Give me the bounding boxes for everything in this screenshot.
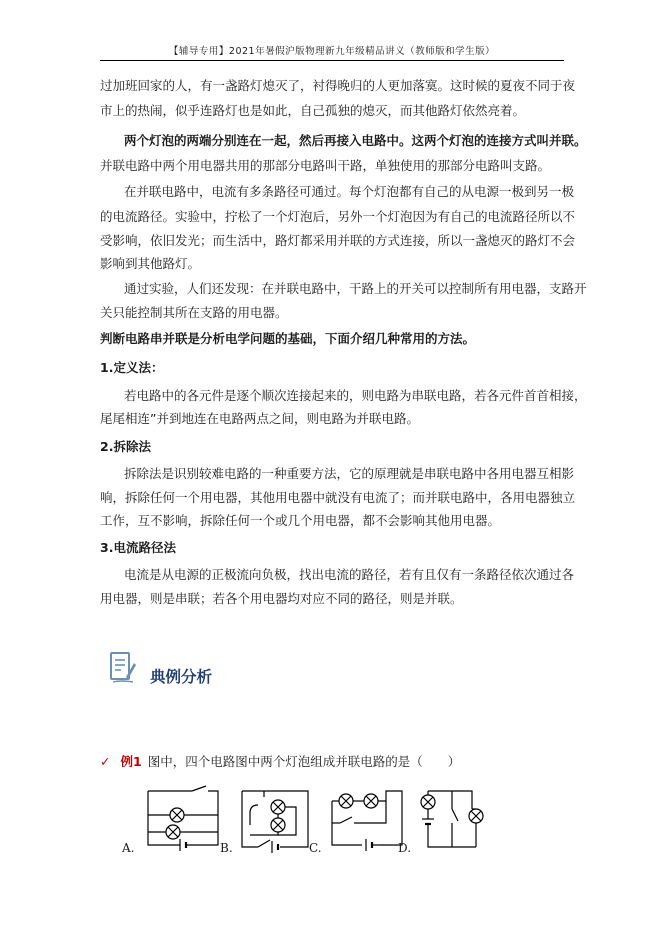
paragraph-line: 受影响，依旧发光；而生活中，路灯都采用并联的方式连接，所以一盏熄灭的路灯不会 (100, 233, 576, 248)
circuit-diagram-d (416, 785, 492, 853)
page-header: 【辅导专用】2021年暑假沪版物理新九年级精品讲义（教师版和学生版） (168, 46, 496, 57)
example-number: 例1 (120, 754, 142, 769)
key-statement: 判断电路串并联是分析电学问题的基础，下面介绍几种常用的方法。 (100, 331, 476, 346)
key-statement: 两个灯泡的两端分别连在一起，然后再接入电路中。这两个灯泡的连接方式叫并联。 (124, 133, 587, 148)
option-c: C. (309, 841, 322, 855)
paragraph-line: 若电路中的各元件是逐个顺次连接起来的，则电路为串联电路，若各元件首首相接， (124, 388, 587, 403)
paragraph-line: 电流是从电源的正极流向负极，找出电流的路径，若有且仅有一条路径依次通过各 (124, 567, 575, 582)
notebook-icon (109, 650, 137, 684)
paragraph-line: 并联电路中两个用电器共用的那部分电路叫干路，单独使用的那部分电路叫支路。 (100, 158, 551, 173)
example-question (100, 752, 460, 770)
paragraph-line: 通过实验，人们还发现：在并联电路中，干路上的开关可以控制所有用电器，支路开 (124, 281, 587, 296)
paragraph-line: 用电器，则是串联；若各个用电器均对应不同的路径，则是并联。 (100, 591, 463, 606)
method-heading-definition: 1.定义法： (100, 360, 164, 375)
paragraph-line: 尾尾相连”并到地连在电路两点之间，则电路为并联电路。 (100, 411, 419, 426)
paragraph-line: 市上的热闹，似乎连路灯也是如此，自己孤独的熄灭，而其他路灯依然亮着。 (100, 103, 526, 118)
question-text: 图中，四个电路图中两个灯泡组成并联电路的是（ ） (147, 754, 461, 769)
option-b: B. (220, 841, 233, 855)
option-a: A. (122, 841, 135, 855)
method-heading-removal: 2.拆除法 (100, 439, 151, 454)
paragraph-line: 关只能控制其所在支路的用电器。 (100, 305, 288, 320)
paragraph-line: 工作，互不影响，拆除任何一个或几个用电器，都不会影响其他用电器。 (100, 513, 501, 528)
checkmark-icon: ✓ (100, 754, 111, 769)
section-title: 典例分析 (150, 668, 213, 686)
option-d: D. (398, 841, 412, 855)
paragraph-line: 拆除法是识别较难电路的一种重要方法，它的原理就是串联电路中各用电器互相影 (124, 466, 575, 481)
paragraph-line: 响，拆除任何一个用电器，其他用电器中就没有电流了；而并联电路中，各用电器独立 (100, 490, 576, 505)
circuit-diagram-b (236, 785, 316, 853)
circuit-diagram-c (326, 785, 408, 851)
paragraph-line: 在并联电路中，电流有多条路径可通过。每个灯泡都有自己的从电源一极到另一极 (124, 184, 575, 199)
paragraph-line: 的电流路径。实验中，拧松了一个灯泡后，另外一个灯泡因为有自己的电流路径所以不 (100, 209, 576, 224)
circuit-diagram-a (140, 785, 224, 851)
header-divider (100, 60, 564, 61)
paragraph-line: 过加班回家的人，有一盏路灯熄灭了，衬得晚归的人更加落寞。这时候的夏夜不同于夜 (100, 78, 576, 93)
paragraph-line: 影响到其他路灯。 (100, 256, 201, 271)
method-heading-current-path: 3.电流路径法 (100, 540, 176, 555)
